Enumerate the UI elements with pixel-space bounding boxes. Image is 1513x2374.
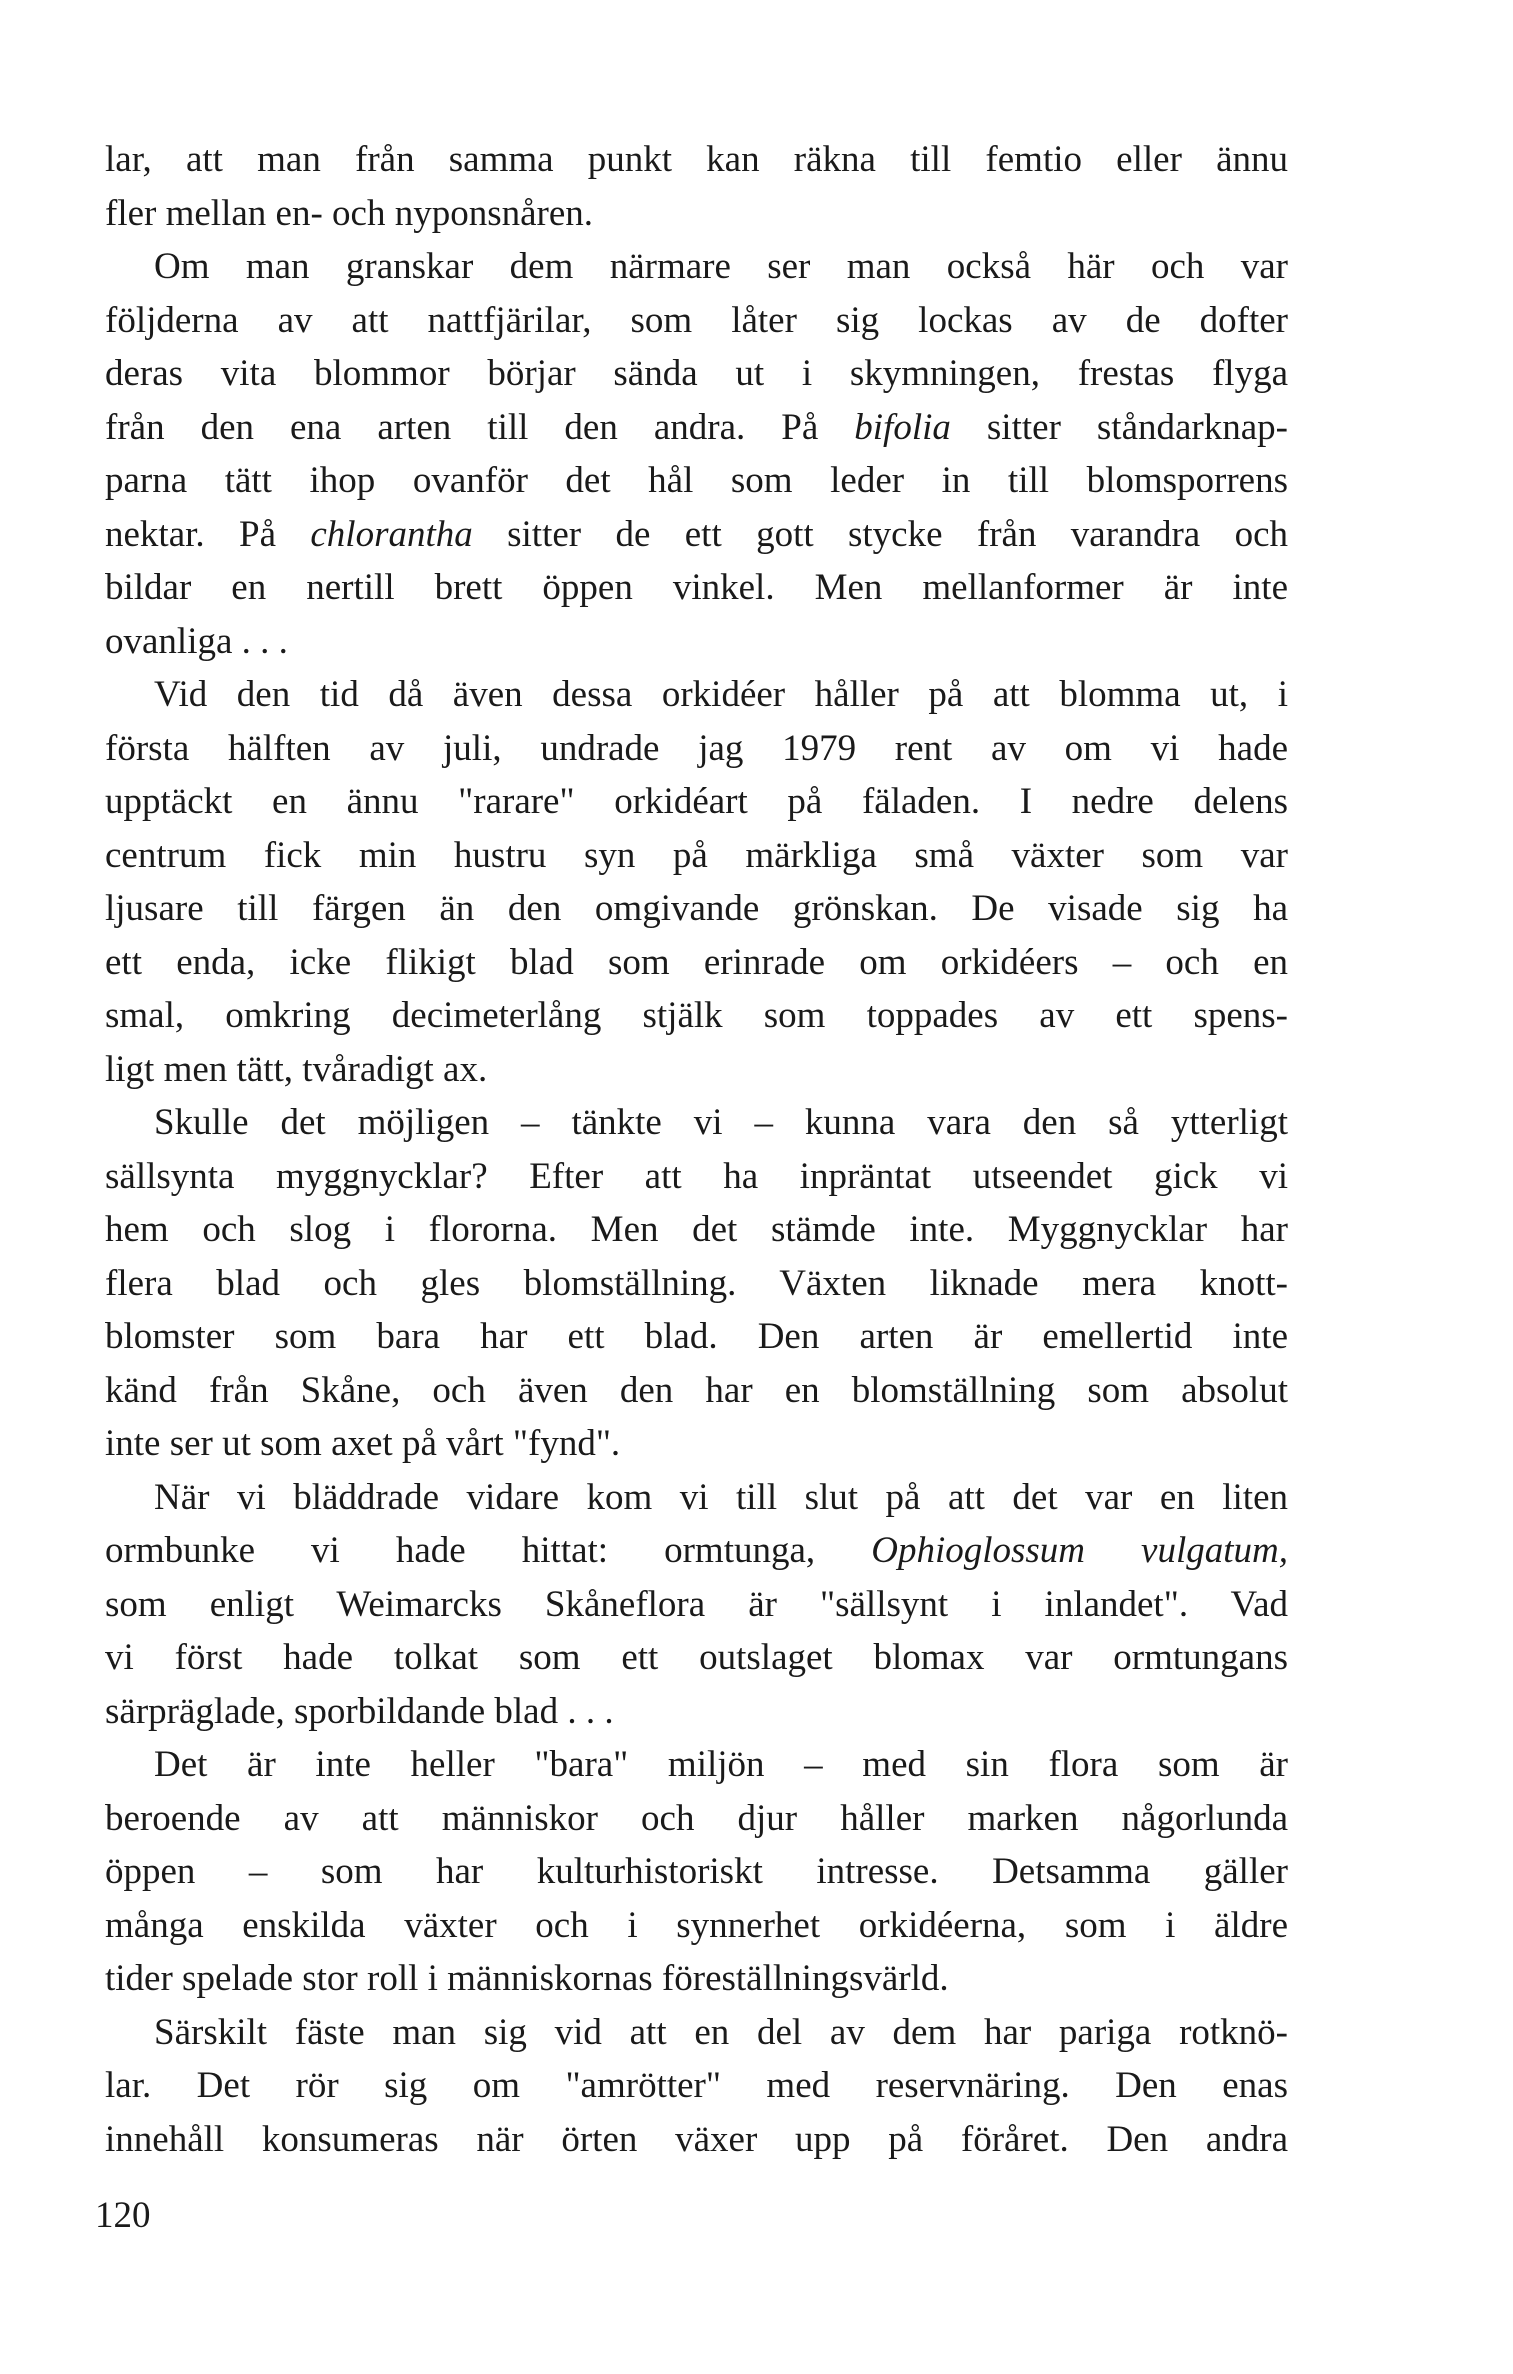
italic-term: bifolia <box>854 406 951 448</box>
text-line <box>105 1578 1288 1632</box>
text-line <box>105 1310 1288 1364</box>
line-text: många enskilda växter och i synnerhet orkidéerna, som i äldre <box>105 1904 1288 1946</box>
text-line <box>105 1203 1288 1257</box>
line-text: Särskilt fäste man sig vid att en del av dem har pariga rotknö- <box>154 2011 1288 2053</box>
line-text: som enligt Weimarcks Skåneflora är "sällsynt i inlandet". Vad <box>105 1583 1288 1625</box>
text-line <box>105 1845 1288 1899</box>
line-text: flera blad och gles blomställning. Växten liknade mera knott- <box>105 1262 1288 1304</box>
text-line <box>105 936 1288 990</box>
text-line <box>105 2006 1288 2060</box>
text-line <box>105 401 1288 455</box>
line-text: lar, att man från samma punkt kan räkna till femtio eller ännu <box>105 139 1288 180</box>
line-text: Om man granskar dem närmare ser man också här och var <box>154 246 1288 287</box>
line-text: upptäckt en ännu "rarare" orkidéart på fäladen. I nedre delens <box>105 781 1288 822</box>
text-line <box>105 1096 1288 1150</box>
line-text: från den ena arten till den andra. På <box>105 406 855 448</box>
text-line <box>105 668 1288 722</box>
line-text: centrum fick min hustru syn på märkliga små växter som var <box>105 834 1288 876</box>
line-text: bildar en nertill brett öppen vinkel. Men mellanformer är inte <box>105 567 1288 608</box>
line-text: hem och slog i flororna. Men det stämde inte. Myggnycklar har <box>105 1209 1288 1250</box>
line-text: känd från Skåne, och även den har en blomställning som absolut <box>105 1369 1288 1411</box>
italic-term: chlorantha <box>310 513 473 555</box>
text-line <box>105 133 1288 187</box>
body-text <box>105 133 1288 2166</box>
text-line <box>105 1792 1288 1846</box>
line-text: följderna av att nattfjärilar, som låter sig lockas av de dofter <box>105 299 1288 341</box>
line-text: ett enda, icke flikigt blad som erinrade om orkidéers – och en <box>105 941 1288 983</box>
text-line <box>105 1685 1288 1739</box>
line-text: fler mellan en- och nyponsnåren. <box>105 192 594 234</box>
italic-term: Ophioglossum vulgatum, <box>871 1530 1289 1571</box>
text-line <box>105 1899 1288 1953</box>
line-text: ormbunke vi hade hittat: ormtunga, <box>105 1530 872 1571</box>
line-text: ovanliga . . . <box>105 620 288 662</box>
text-line <box>105 615 1288 669</box>
line-text: När vi bläddrade vidare kom vi till slut på att det var en liten <box>154 1476 1288 1518</box>
line-text: lar. Det rör sig om "amrötter" med reservnäring. Den enas <box>105 2065 1288 2106</box>
line-text: vi först hade tolkat som ett outslaget blomax var ormtungans <box>105 1637 1288 1678</box>
line-text: Skulle det möjligen – tänkte vi – kunna vara den så ytterligt <box>154 1102 1288 1143</box>
text-line <box>105 882 1288 936</box>
text-line <box>105 187 1288 241</box>
text-line <box>105 1738 1288 1792</box>
line-text: första hälften av juli, undrade jag 1979 rent av om vi hade <box>105 727 1288 769</box>
line-text: ljusare till färgen än den omgivande grönskan. De visade sig ha <box>105 888 1288 929</box>
text-line <box>105 1364 1288 1418</box>
text-line <box>105 294 1288 348</box>
line-text: öppen – som har kulturhistoriskt intresse. Detsamma gäller <box>105 1851 1288 1892</box>
text-line <box>105 1043 1288 1097</box>
line-text: sällsynta myggnycklar? Efter att ha inpräntat utseendet gick vi <box>105 1155 1288 1197</box>
text-line <box>105 454 1288 508</box>
line-text: parna tätt ihop ovanför det hål som leder in till blomsporrens <box>105 460 1288 501</box>
line-text: nektar. På <box>105 513 311 555</box>
text-line <box>105 775 1288 829</box>
line-text: sitter de ett gott stycke från varandra och <box>472 513 1288 555</box>
line-text: innehåll konsumeras när örten växer upp på föråret. Den andra <box>105 2118 1288 2160</box>
text-line <box>105 829 1288 883</box>
text-line <box>105 1952 1288 2006</box>
line-text: Vid den tid då även dessa orkidéer håller på att blomma ut, i <box>154 674 1288 715</box>
page-number: 120 <box>95 2195 151 2236</box>
line-text: beroende av att människor och djur håller marken någorlunda <box>105 1797 1288 1839</box>
text-line <box>105 1257 1288 1311</box>
line-text: särpräglade, sporbildande blad . . . <box>105 1690 614 1732</box>
line-text: ligt men tätt, tvåradigt ax. <box>105 1048 488 1090</box>
line-text: Det är inte heller "bara" miljön – med sin flora som är <box>154 1744 1288 1785</box>
line-text: smal, omkring decimeterlång stjälk som toppades av ett spens- <box>105 995 1288 1036</box>
line-text: blomster som bara har ett blad. Den arten är emellertid inte <box>105 1316 1288 1357</box>
line-text: inte ser ut som axet på vårt "fynd". <box>105 1423 621 1464</box>
text-line <box>105 2059 1288 2113</box>
text-line <box>105 1524 1288 1578</box>
text-line <box>105 989 1288 1043</box>
line-text: deras vita blommor börjar sända ut i skymningen, frestas flyga <box>105 353 1288 394</box>
text-line <box>105 561 1288 615</box>
line-text: sitter ståndarknap- <box>950 406 1288 448</box>
text-line <box>105 240 1288 294</box>
line-text: tider spelade stor roll i människornas föreställningsvärld. <box>105 1958 949 1999</box>
text-line <box>105 1471 1288 1525</box>
text-line <box>105 722 1288 776</box>
text-line <box>105 1150 1288 1204</box>
text-line <box>105 1631 1288 1685</box>
text-line <box>105 347 1288 401</box>
text-line <box>105 508 1288 562</box>
text-line <box>105 1417 1288 1471</box>
text-line <box>105 2113 1288 2167</box>
